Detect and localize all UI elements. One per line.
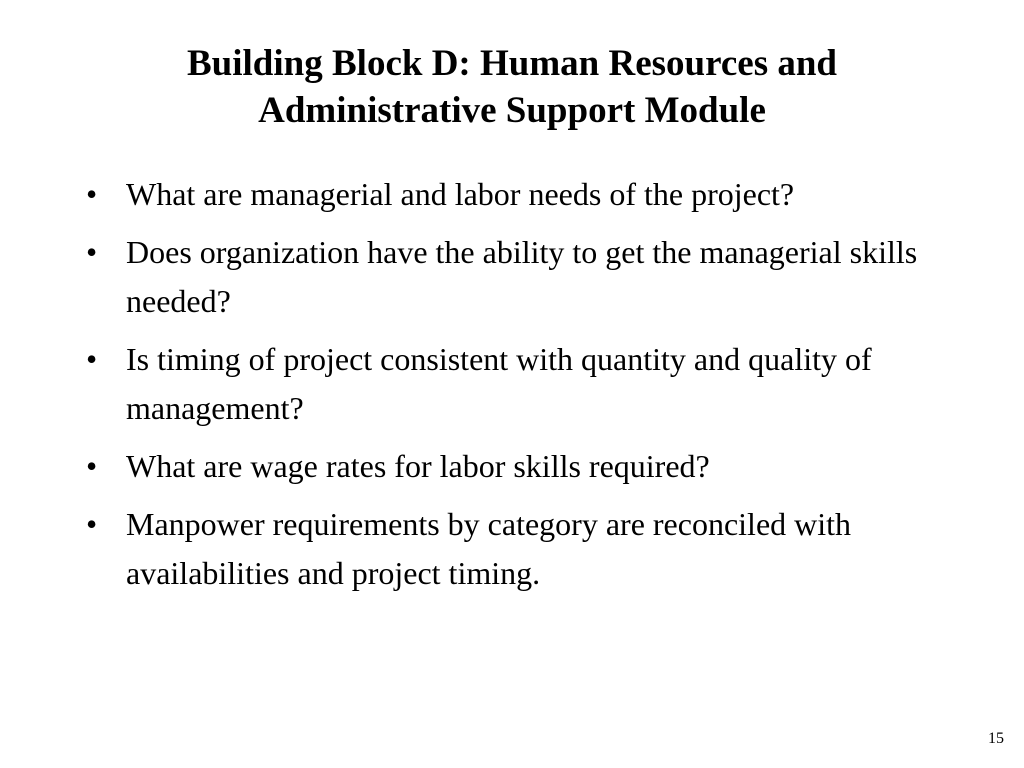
bullet-item bbox=[86, 335, 946, 433]
slide-title bbox=[60, 40, 964, 134]
page-number: 15 bbox=[988, 730, 1004, 747]
bullet-item bbox=[86, 442, 946, 491]
slide-title-line-2: Administrative Support Module bbox=[258, 90, 766, 131]
bullet-marker: • bbox=[86, 234, 98, 270]
bullet-marker: • bbox=[86, 341, 98, 377]
bullet-text: Does organization have the ability to get the managerial skills needed? bbox=[126, 234, 918, 319]
bullet-item bbox=[86, 170, 946, 219]
bullet-text: Manpower requirements by category are reconciled with availabilities and project timing. bbox=[126, 506, 852, 591]
bullet-text: What are wage rates for labor skills required? bbox=[126, 448, 710, 484]
bullet-marker: • bbox=[86, 506, 98, 542]
bullet-marker: • bbox=[86, 176, 98, 212]
bullet-item bbox=[86, 500, 946, 598]
bullet-list bbox=[86, 170, 946, 607]
slide-title-line-1: Building Block D: Human Resources and bbox=[186, 43, 838, 84]
bullet-text: Is timing of project consistent with quantity and quality of management? bbox=[126, 341, 872, 426]
bullet-item bbox=[86, 228, 946, 326]
bullet-marker: • bbox=[86, 448, 98, 484]
bullet-text: What are managerial and labor needs of the project? bbox=[126, 176, 795, 212]
